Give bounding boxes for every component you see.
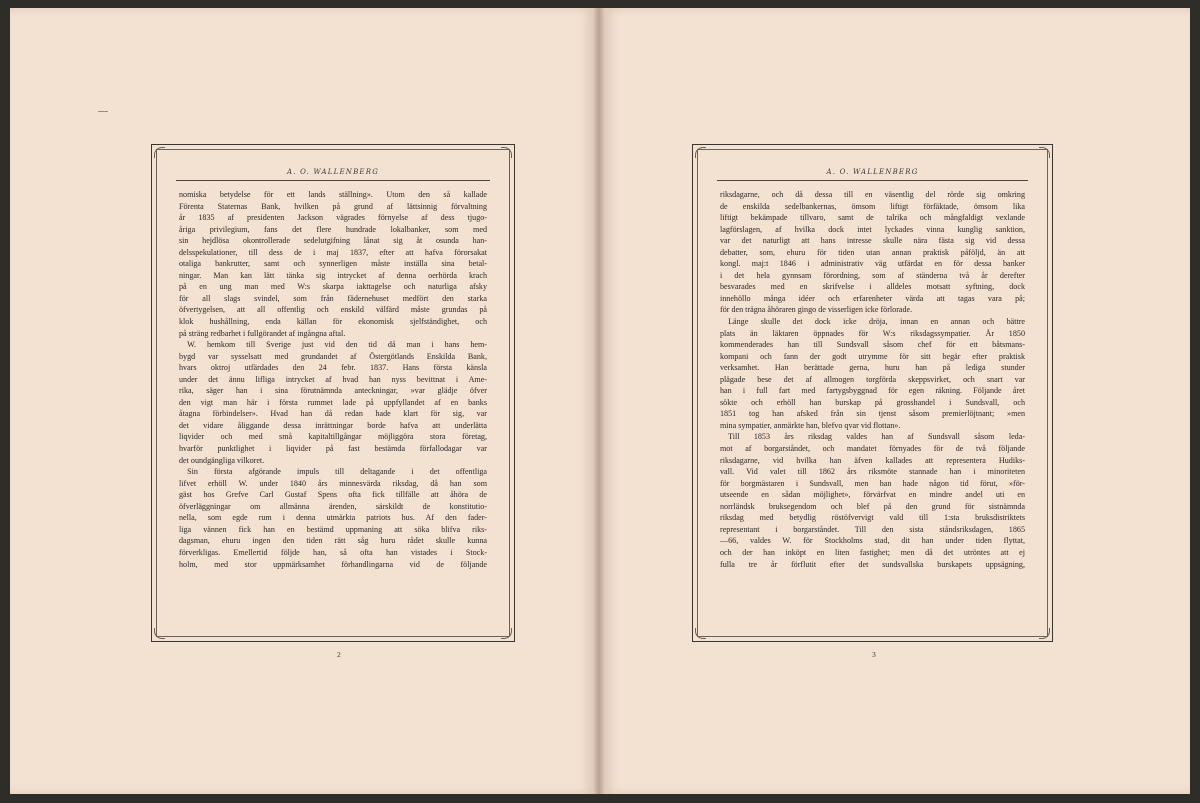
text-line: norrländsk bruksegendom och blef på den grund för sistnämnda [720,501,1025,511]
text-line: dagsman, ehuru ingen den tiden rätt såg huru rådet skulle kunna [179,536,487,546]
text-frame-left [151,144,515,642]
text-line: och der han inköpt en liten fastighet; men då det utröntes att ej [720,547,1025,557]
text-line: på en ung man med W:s skarpa iakttagelse och naturliga afsky [179,282,487,292]
text-line: gäst hos Grefve Carl Gustaf Spens ofta fick tillfälle att åhöra de [179,490,487,500]
text-line: riksdagarne, och då dessa till en väsentlig del rörde sig omkring [720,190,1025,199]
text-line: sin hejdlösa okontrollerade sedelutgifning lånat sig åt osunda han- [179,236,487,246]
ornament-corner [1039,628,1050,639]
text-line: sökte och erhöll han burskap på grosshandel i Sundsvall, och [720,397,1025,407]
text-line: för den trägna åhöraren gingo de visserligen icke förlorade. [720,305,913,315]
text-line: verksamhet. Han berättade gerna, huru han på lediga stunder [720,363,1025,373]
text-line: liga vännen fick han en bestämd uppmaning att söka blifva riks- [179,524,487,534]
text-line: —66, valdes W. för Stockholms stad, dit han under tiden flyttat, [720,536,1025,546]
text-line: kompani och fann der godt utrymme för sitt begär efter praktisk [720,351,1025,361]
text-line: mot af borgarståndet, och mandatet förnyades för de två följande [720,444,1025,454]
text-line: för borgmästaren i Sundsvall, men han hade någon tid förut, »för- [720,478,1025,488]
page-number: 3 [872,650,876,659]
text-line: utseende en sådan möjlighet», förvärfvat en mindre andel uti en [720,490,1025,500]
text-line: åtagna förbindelser». Hvad han då redan hade klart för sig, var [179,409,487,419]
ornament-corner [695,628,706,639]
text-line: Länge skulle det dock icke dröja, innan en annan och bättre [720,317,1025,327]
body-text [720,189,1025,607]
left-page [10,8,594,794]
text-line: öfvertygelsen, att all offentlig och enskild välfärd måste grundas på [179,305,487,315]
text-line: var det naturligt att hans intresse skulle nära fästa sig vid dessa [720,236,1025,246]
text-line: de enskilda sedelbankernas, ömsom liftigt förfäktade, ömsom lika [720,201,1025,211]
text-line: på sträng redbarhet i fullgörandet af ingångna aftal. [179,328,346,338]
text-line: riksdag med betydlig röstöfvervigt vald till 1:sta bruksdistriktets [720,513,1025,523]
text-line: holm, med stor uppmärksamhet förhandlingarna vid de följande [179,559,487,569]
text-line: under det ännu lifliga intrycket af hvad han nyss bevittnat i Ame- [179,374,487,384]
running-head: A. O. WALLENBERG [176,168,490,181]
text-line: den vigt man här i första rummet lade på uppfyllandet af en banks [179,397,487,407]
text-line: bygd var sysselsatt med grundandet af Östergötlands Enskilda Bank, [179,351,487,361]
text-line: debatter, som, ehuru för tiden utan annan praktisk påföljd, än att [720,247,1025,257]
text-line: hvars oktroj utfärdades den 24 febr. 1837. Hans första känsla [179,363,487,373]
text-line: liftigt bekämpade tillvaro, samt de talrika och mångfaldigt vexlande [720,213,1025,223]
text-line: Förenta Staternas Bank, hvilken på grund af lättsinnig förvaltning [179,201,487,211]
text-line: riksdagarne, vid hvilka han äfven kallades att representera Hudiks- [720,455,1025,465]
text-line: representant i borgarståndet. Till den sista ståndsriksdagen, 1865 [720,524,1025,534]
text-line: klok hushållning, enda källan för ekonomisk sjelfständighet, och [179,317,487,327]
text-line: för all slags svindel, som från fädernehuset medfört den starka [179,293,487,303]
text-line: år 1835 af presidenten Jackson vägrades förnyelse af dess tjugo- [179,213,487,223]
text-line: Sin första afgörande impuls till deltagande i det offentliga [179,467,487,477]
text-line: innehöllo många idéer och erfarenheter värda att tagas vara på; [720,293,1025,303]
ornament-corner [501,147,512,158]
text-line: rika, säger han i sina förutnämnda anteckningar, »var glädje öfver [179,386,487,396]
text-line: nomiska betydelse för ett lands ställning». Utom den så kallade [179,190,487,199]
text-line: plats än läktaren öppnades för W:s riksdagssympatier. År 1850 [720,328,1025,338]
text-line: plägade bese det af allmogen torgförda skeppsvirket, och snart var [720,374,1025,384]
text-line: kongl. maj:t 1846 i administrativ väg utfärdat en för dessa banker [720,259,1025,269]
text-line: otaliga bankrutter, samt och synnerligen måste inställa sina betal- [179,259,487,269]
margin-mark [98,111,108,112]
text-line: åriga privilegium, fans det flere hundrade lokalbanker, som med [179,224,487,234]
text-line: mina sympatier, anmärkte han, blefvo qvar vid flottan». [720,420,901,430]
book-gutter [594,8,604,794]
ornament-corner [1039,147,1050,158]
text-line: kommenderades han till Sundsvall såsom chef för ett båtsmans- [720,340,1025,350]
text-line: förverkligas. Emellertid följde han, så ofta han vistades i Stock- [179,547,487,557]
text-line: vall. Vid valet till 1862 års riksmöte stannade han i minoriteten [720,467,1025,477]
text-line: nella, som egde rum i denna utmärkta patriots hus. Af den fader- [179,513,487,523]
text-line: ningar. Man kan lätt tänka sig intrycket af denna oerhörda krach [179,270,487,280]
text-line: lifvet erhöll W. under 1840 års minnesvärda riksdag, då han som [179,478,487,488]
ornament-corner [501,628,512,639]
text-line: i det hela gynnsam förordning, som af ständerna två år derefter [720,270,1025,280]
text-line: 1851 tog han afsked från sin tjenst såsom premierlöjtnant; »men [720,409,1025,419]
text-line: Till 1853 års riksdag valdes han af Sundsvall såsom leda- [720,432,1025,442]
page-number: 2 [337,650,341,659]
text-line: hvarför punktlighet i liqvider på fast bestämda förfallodagar var [179,444,487,454]
text-line: delsspekulationer, till dess de i maj 1837, efter att hafva förorsakat [179,247,487,257]
text-line: besvarades med en skrifvelse i alldeles motsatt syftning, dock [720,282,1025,292]
ornament-corner [695,147,706,158]
ornament-corner [154,628,165,639]
text-line: fulla tre år förflutit efter det sundsvallska burskapets uppsägning, [720,559,1025,569]
body-text [179,189,487,607]
text-line: det vidare åliggande dessa inrättningar borde hafva att underlätta [179,420,487,430]
text-line: W. hemkom till Sverige just vid den tid då man i hans hem- [179,340,487,350]
ornament-corner [154,147,165,158]
text-line: liqvider och med små kapitaltillgångar möjliggöra stora företag, [179,432,487,442]
text-line: det oundgängliga vilkoret. [179,455,265,465]
text-line: lagförslagen, af hvilka dock intet lyckades vinna kunglig sanktion, [720,224,1025,234]
text-line: öfverläggningar om allmänna ärenden, särskildt de konstitutio- [179,501,487,511]
text-line: han i full fart med fartygsbyggnad för egen räkning. Följande året [720,386,1025,396]
text-frame-right [692,144,1053,642]
right-page [604,8,1190,794]
running-head: A. O. WALLENBERG [717,168,1028,181]
